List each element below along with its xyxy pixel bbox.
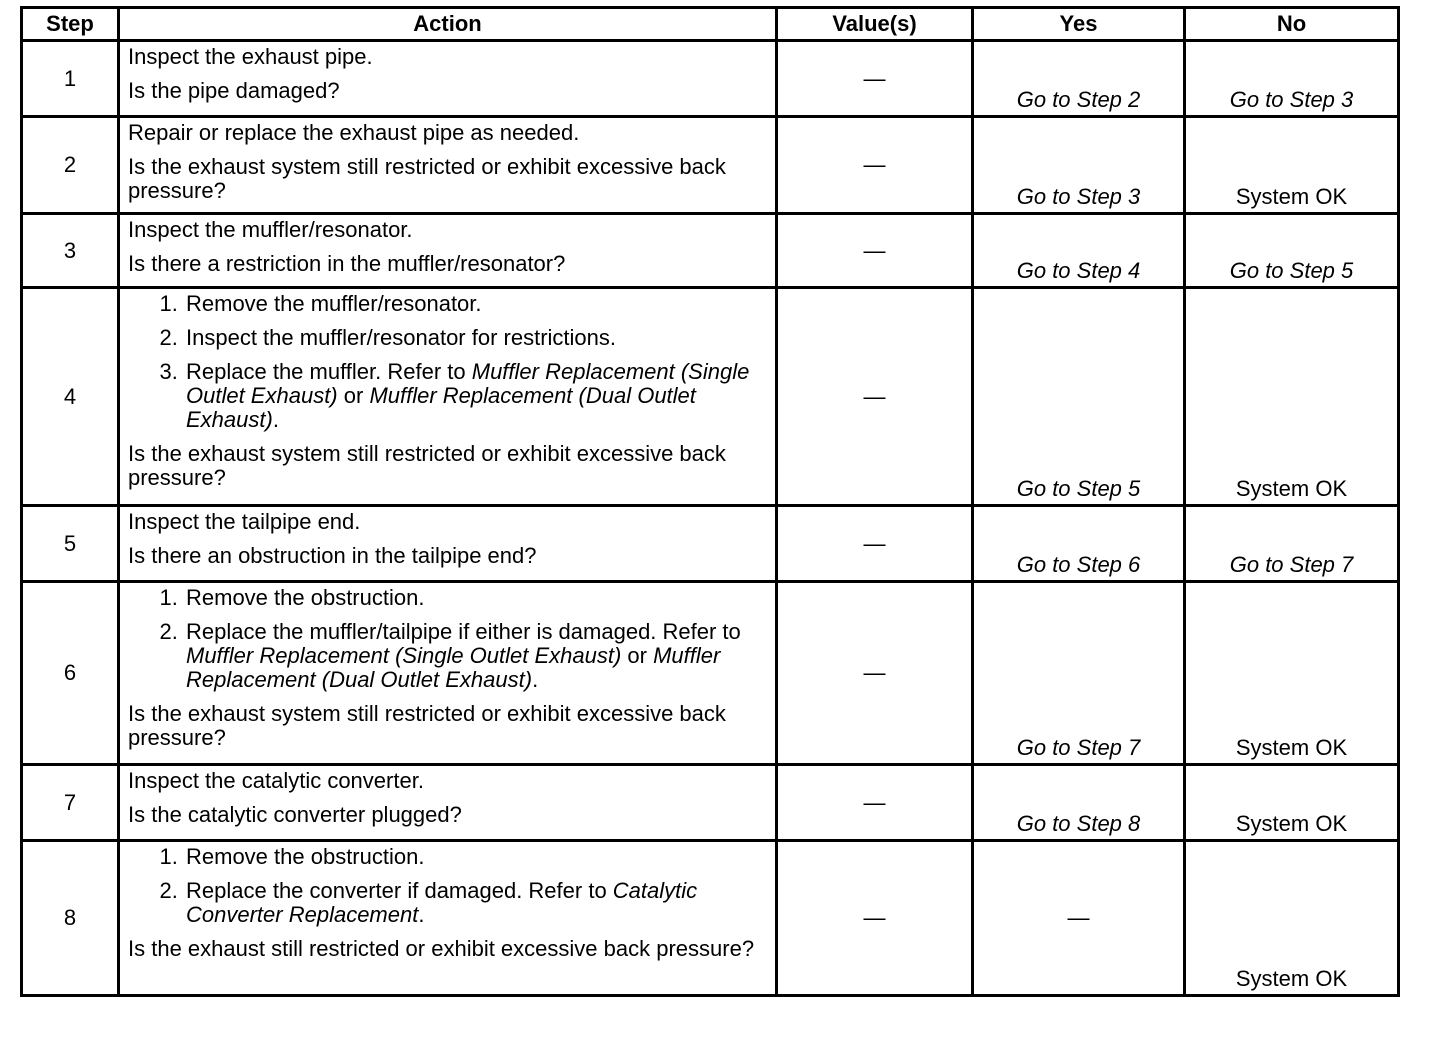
no-cell: Go to Step 5 bbox=[1185, 214, 1399, 288]
no-cell: System OK bbox=[1185, 841, 1399, 996]
step-number: 8 bbox=[22, 841, 119, 996]
list-item bbox=[184, 620, 767, 692]
no-cell: System OK bbox=[1185, 117, 1399, 214]
list-item: 1. Remove the muffler/resonator. bbox=[184, 292, 767, 316]
action-cell bbox=[119, 765, 777, 841]
action-question: Is the exhaust system still restricted or exhibit excessive back pressure? bbox=[128, 701, 726, 750]
action-question: Is the exhaust still restricted or exhibit excessive back pressure? bbox=[128, 936, 755, 961]
reference-link: Muffler Replacement (Single Outlet Exhaust) bbox=[186, 643, 622, 668]
action-text: Inspect the catalytic converter. bbox=[128, 768, 424, 793]
action-text: Inspect the exhaust pipe. bbox=[128, 44, 373, 69]
table-row bbox=[22, 841, 1399, 996]
step-number: 3 bbox=[22, 214, 119, 288]
value-cell: — bbox=[777, 582, 973, 765]
header-step: Step bbox=[22, 8, 119, 41]
step-number: 4 bbox=[22, 288, 119, 506]
table-row bbox=[22, 117, 1399, 214]
item-text: or bbox=[621, 643, 654, 668]
header-action: Action bbox=[119, 8, 777, 41]
yes-cell: Go to Step 5 bbox=[973, 288, 1185, 506]
value-cell: — bbox=[777, 765, 973, 841]
action-question: Is the exhaust system still restricted or exhibit excessive back pressure? bbox=[128, 441, 726, 490]
action-text: Inspect the muffler/resonator. bbox=[128, 217, 413, 242]
reference-link: Muffler Replacement (Dual Outlet Exhaust) bbox=[186, 643, 721, 692]
action-cell bbox=[119, 841, 777, 996]
reference-link: Catalytic Converter Replacement bbox=[186, 878, 698, 927]
list-item: 1. Remove the obstruction. bbox=[184, 586, 767, 610]
header-values: Value(s) bbox=[777, 8, 973, 41]
value-cell: — bbox=[777, 841, 973, 996]
action-cell bbox=[119, 117, 777, 214]
step-number: 7 bbox=[22, 765, 119, 841]
table-row bbox=[22, 765, 1399, 841]
action-steps-list bbox=[128, 586, 767, 692]
table-row bbox=[22, 41, 1399, 117]
no-cell: System OK bbox=[1185, 765, 1399, 841]
item-text: . bbox=[532, 667, 539, 692]
header-yes: Yes bbox=[973, 8, 1185, 41]
action-steps-list bbox=[128, 845, 767, 927]
value-cell: — bbox=[777, 214, 973, 288]
action-question: Is the pipe damaged? bbox=[128, 78, 340, 103]
value-cell: — bbox=[777, 41, 973, 117]
step-number: 2 bbox=[22, 117, 119, 214]
step-number: 1 bbox=[22, 41, 119, 117]
item-text: Replace the converter if damaged. Refer to bbox=[186, 878, 613, 903]
list-item bbox=[184, 360, 767, 432]
value-cell: — bbox=[777, 506, 973, 582]
yes-cell: Go to Step 4 bbox=[973, 214, 1185, 288]
action-cell bbox=[119, 288, 777, 506]
item-text: . bbox=[418, 902, 425, 927]
header-row bbox=[22, 8, 1399, 41]
action-cell bbox=[119, 506, 777, 582]
step-number: 6 bbox=[22, 582, 119, 765]
action-question: Is there a restriction in the muffler/resonator? bbox=[128, 251, 566, 276]
list-item: 2. Inspect the muffler/resonator for restrictions. bbox=[184, 326, 767, 350]
value-cell: — bbox=[777, 117, 973, 214]
item-text: Replace the muffler. Refer to bbox=[186, 359, 472, 384]
yes-cell: Go to Step 8 bbox=[973, 765, 1185, 841]
yes-cell: Go to Step 2 bbox=[973, 41, 1185, 117]
list-item: 1. Remove the obstruction. bbox=[184, 845, 767, 869]
action-cell bbox=[119, 214, 777, 288]
table-row bbox=[22, 214, 1399, 288]
item-text: . bbox=[272, 407, 279, 432]
no-cell: Go to Step 7 bbox=[1185, 506, 1399, 582]
action-question: Is the catalytic converter plugged? bbox=[128, 802, 462, 827]
yes-cell: Go to Step 3 bbox=[973, 117, 1185, 214]
header-no: No bbox=[1185, 8, 1399, 41]
value-cell: — bbox=[777, 288, 973, 506]
action-question: Is the exhaust system still restricted or exhibit excessive back pressure? bbox=[128, 154, 726, 203]
table-row bbox=[22, 506, 1399, 582]
yes-cell: — bbox=[973, 841, 1185, 996]
action-cell bbox=[119, 582, 777, 765]
reference-link: Muffler Replacement (Single Outlet Exhaust) bbox=[186, 359, 750, 408]
action-text: Inspect the tailpipe end. bbox=[128, 509, 361, 534]
table-row bbox=[22, 582, 1399, 765]
action-text: Repair or replace the exhaust pipe as needed. bbox=[128, 120, 580, 145]
yes-cell: Go to Step 7 bbox=[973, 582, 1185, 765]
yes-cell: Go to Step 6 bbox=[973, 506, 1185, 582]
diagnostic-table bbox=[20, 6, 1400, 997]
action-cell bbox=[119, 41, 777, 117]
no-cell: Go to Step 3 bbox=[1185, 41, 1399, 117]
action-question: Is there an obstruction in the tailpipe end? bbox=[128, 543, 537, 568]
action-steps-list bbox=[128, 292, 767, 432]
item-text: or bbox=[337, 383, 370, 408]
no-cell: System OK bbox=[1185, 288, 1399, 506]
step-number: 5 bbox=[22, 506, 119, 582]
reference-link: Muffler Replacement (Dual Outlet Exhaust) bbox=[186, 383, 696, 432]
no-cell: System OK bbox=[1185, 582, 1399, 765]
table-row bbox=[22, 288, 1399, 506]
list-item bbox=[184, 879, 767, 927]
item-text: Replace the muffler/tailpipe if either is damaged. Refer to bbox=[186, 619, 741, 644]
